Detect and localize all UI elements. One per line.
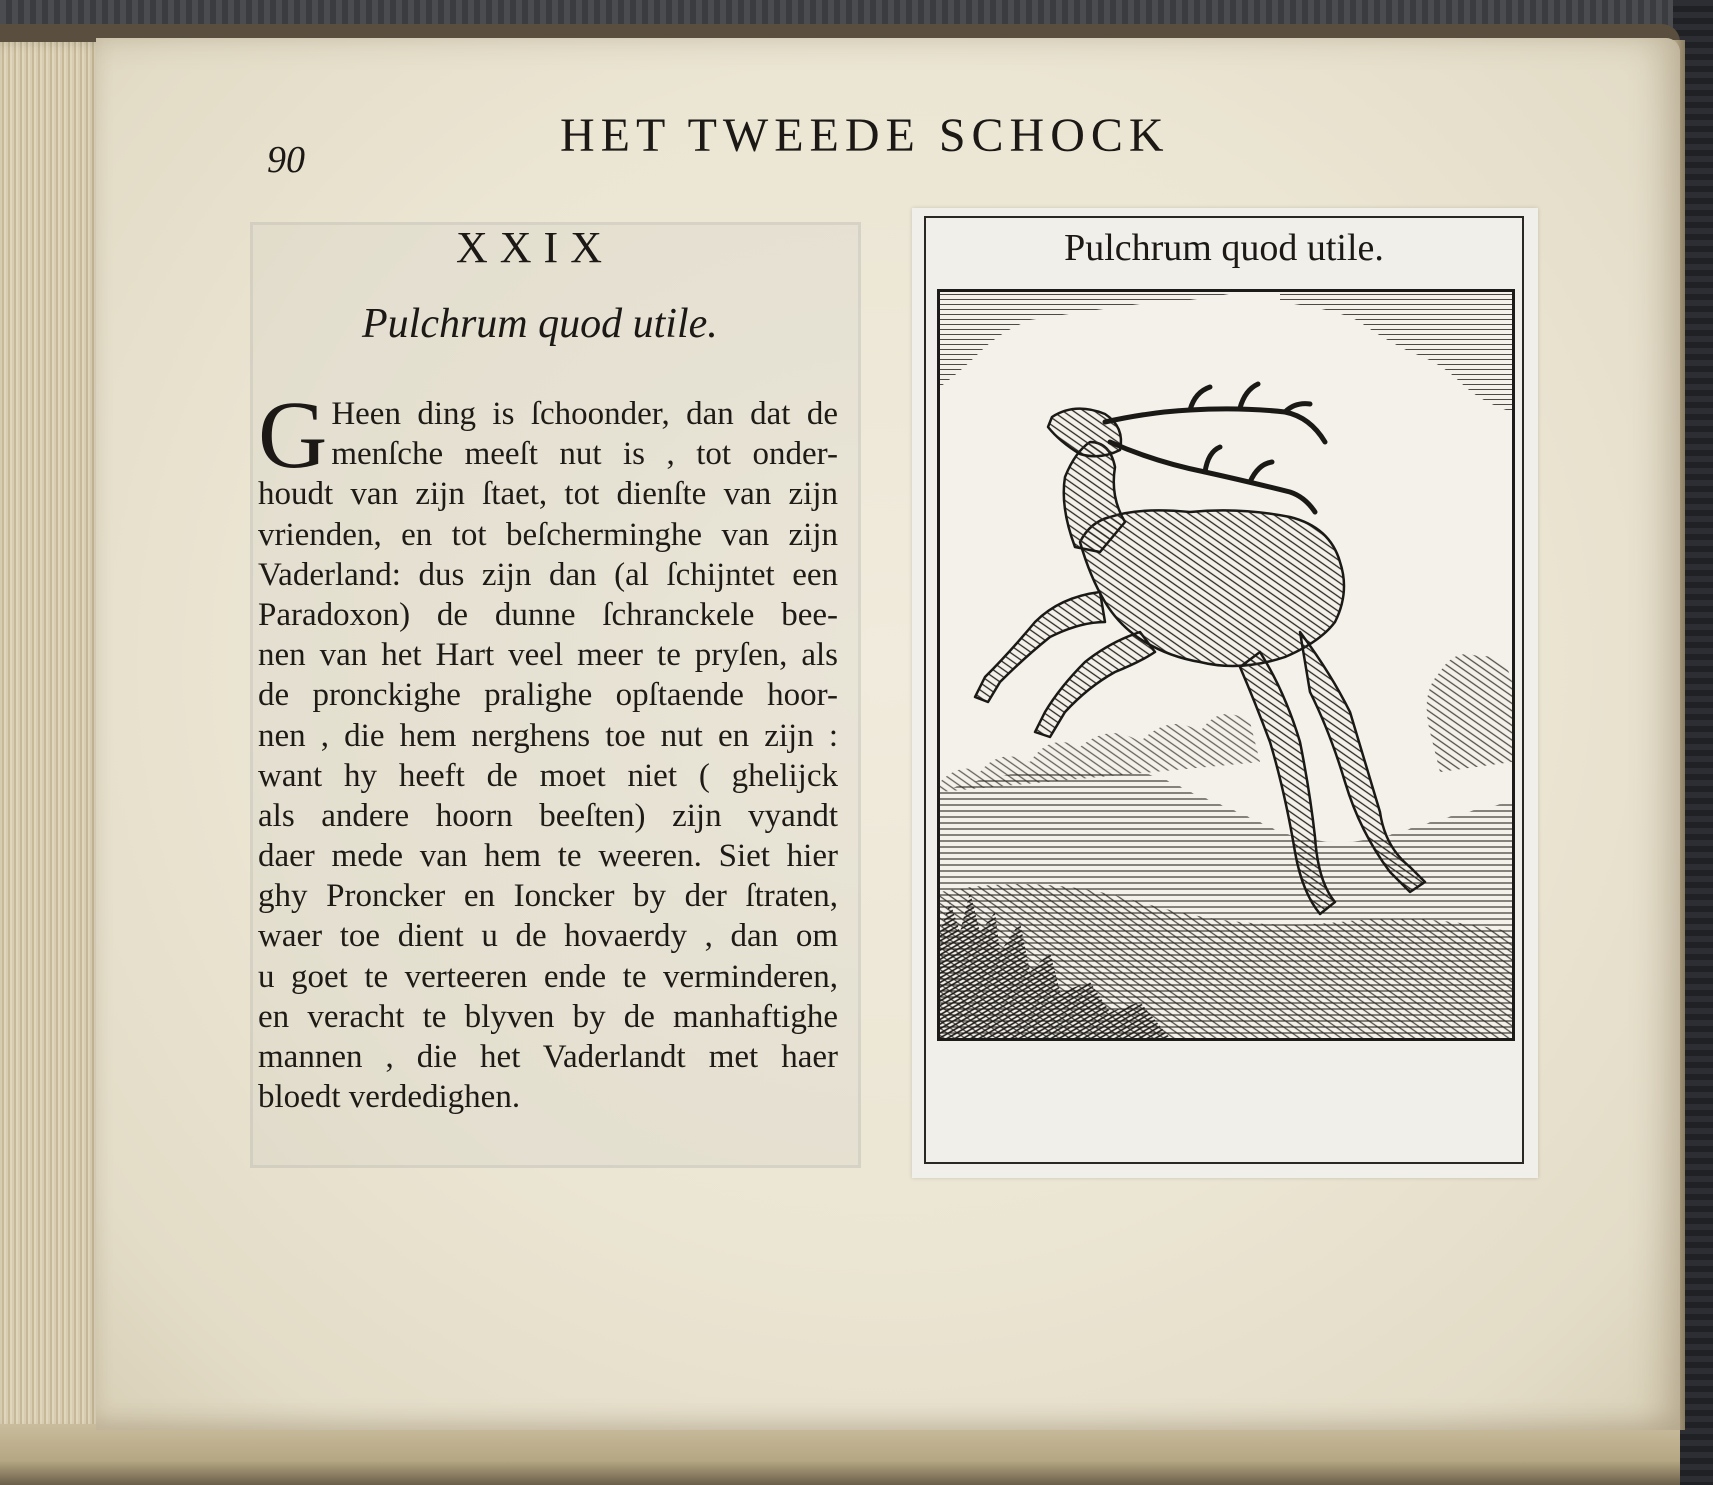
cloud-right <box>1280 292 1512 412</box>
drop-cap-lines <box>331 394 838 474</box>
running-head: HET TWEEDE SCHOCK <box>560 109 1170 162</box>
plate-caption: Pulchrum quod utile. <box>1064 227 1384 269</box>
emblem-body-text <box>258 381 838 1117</box>
text-line: waer toe dient u de hovaerdy , dan om <box>258 918 838 955</box>
stag-engraving <box>937 289 1515 1041</box>
text-line: mannen , die het Vaderlandt met haer <box>258 1039 838 1075</box>
text-line: houdt van zijn ſtaet, tot dienſte van zijn <box>258 476 838 513</box>
text-line: want hy heeft de moet niet ( ghelijck <box>258 757 838 794</box>
page-edges-left <box>0 42 105 1432</box>
text-line: Paradoxon) de dunne ſchranckele bee- <box>258 596 838 633</box>
text-line: daer mede van hem te weeren. Siet hier <box>258 838 838 875</box>
stag-foreleg-2 <box>1035 632 1155 737</box>
text-line: als andere hoorn beeſten) zijn vyandt <box>258 797 838 834</box>
text-line: Vaderland: dus zijn dan (al ſchijntet een <box>258 556 838 593</box>
tree-right <box>1427 654 1512 772</box>
stag-head <box>1048 409 1121 457</box>
antlers <box>1105 384 1325 512</box>
emblem-motto: Pulchrum quod utile. <box>362 301 718 347</box>
text-line: de pronckighe pralighe opſtaende hoor- <box>258 677 838 714</box>
page-number: 90 <box>267 139 305 181</box>
text-line: nen , die hem nerghens toe nut en zijn : <box>258 717 838 754</box>
text-line: bloedt verdedighen. <box>258 1079 521 1116</box>
drop-cap: G <box>258 381 328 488</box>
stag-engraving-art <box>940 292 1512 1038</box>
cloud-left <box>940 292 1240 387</box>
text-line: en veracht te blyven by de manhaftighe <box>258 998 838 1035</box>
text-line: nen van het Hart veel meer te pryſen, als <box>258 637 838 674</box>
text-line: vrienden, en tot beſcherminghe van zijn <box>258 516 838 553</box>
page-edges-bottom <box>0 1424 1680 1485</box>
text-line: u goet te verteeren ende te verminderen, <box>258 958 838 995</box>
text-line: Heen ding is ſchoonder, dan dat de <box>331 396 838 432</box>
emblem-numeral: XXIX <box>456 223 614 272</box>
text-line: ghy Proncker en Ioncker by der ſtraten, <box>258 878 838 915</box>
text-line: menſche meeſt nut is , tot onder- <box>331 436 838 473</box>
